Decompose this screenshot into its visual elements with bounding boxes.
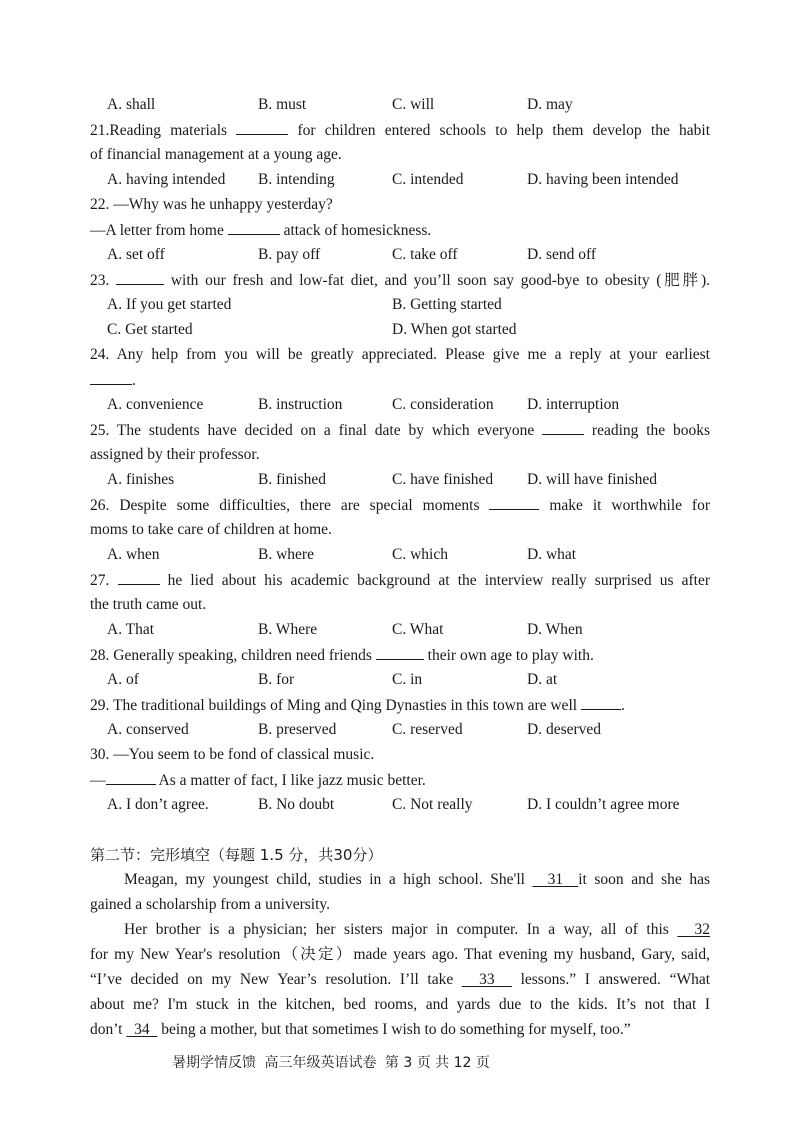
q22-option-a: A. set off (107, 246, 165, 263)
answer-blank (376, 645, 424, 660)
page-footer (172, 1052, 494, 1072)
q26-option-c: C. which (392, 546, 448, 563)
q30-option-a: A. I don’t agree. (107, 796, 209, 813)
q28-option-c: C. in (392, 671, 423, 688)
q29-option-a: A. conserved (107, 721, 189, 738)
answer-blank (542, 420, 584, 435)
q27-option-d: D. When (527, 621, 583, 638)
q20-option-c: C. will (392, 96, 435, 113)
q27-line-2: the truth came out. (90, 596, 207, 613)
q22-option-b: B. pay off (258, 246, 321, 263)
answer-blank (106, 770, 156, 785)
q28-option-d: D. at (527, 671, 558, 688)
q25-option-d: D. will have finished (527, 471, 658, 488)
cloze-p2-line-5: don’t 34 being a mother, but that sometimes I wish to do something for myself, too.” (90, 1021, 631, 1038)
q28-option-b: B. for (258, 671, 295, 688)
q24-line-2: . (90, 370, 136, 390)
q22-option-d: D. send off (527, 246, 597, 263)
cloze-p2-line-3: “I’ve decided on my New Year’s resolution. I’ll take 33 lessons.” I answered. “What (90, 971, 711, 988)
q21-line-1: 21.Reading materials for children entered schools to help them develop the habit (90, 122, 711, 139)
answer-blank (116, 270, 164, 285)
q24-option-c: C. consideration (392, 396, 494, 413)
q30-option-b: B. No doubt (258, 796, 335, 813)
footer-paper-name: 高三年级英语试卷 (264, 1055, 377, 1071)
answer-blank (118, 570, 160, 585)
q22-line-1: 22. —Why was he unhappy yesterday? (90, 196, 333, 213)
q20-option-b: B. must (258, 96, 307, 113)
answer-blank (228, 220, 280, 235)
q20-option-d: D. may (527, 96, 573, 113)
answer-blank (489, 495, 539, 510)
answer-blank (581, 695, 621, 710)
section-heading: 第二节：完形填空（每题 1.5 分，共30分） (90, 846, 383, 864)
q20-option-a: A. shall (107, 96, 156, 113)
cloze-blank-31: 31 (547, 871, 564, 888)
q23-option-a: A. If you get started (107, 296, 232, 313)
q30-line-1: 30. —You seem to be fond of classical music. (90, 746, 375, 763)
q26-option-d: D. what (527, 546, 577, 563)
cloze-p1-line-1: Meagan, my youngest child, studies in a high school. She'll 31 it soon and she has (124, 871, 711, 888)
footer-exam-name: 暑期学情反馈 (172, 1055, 256, 1071)
q21-option-d: D. having been intended (527, 171, 679, 188)
q29-option-c: C. reserved (392, 721, 463, 738)
q24-option-d: D. interruption (527, 396, 620, 413)
q26-line-1: 26. Despite some difficulties, there are special moments make it worthwhile for (90, 497, 711, 514)
q25-option-a: A. finishes (107, 471, 175, 488)
q29-option-d: D. deserved (527, 721, 602, 738)
q24-option-a: A. convenience (107, 396, 204, 413)
q25-option-c: C. have finished (392, 471, 494, 488)
q23-line-1: 23. with our fresh and low-fat diet, and you’ll soon say good-bye to obesity (肥胖). (90, 272, 710, 289)
q30-line-2: — As a matter of fact, I like jazz music better. (90, 772, 426, 789)
q29-line-1: 29. The traditional buildings of Ming and Qing Dynasties in this town are well . (90, 697, 625, 714)
q28-option-a: A. of (107, 671, 139, 688)
q21-option-c: C. intended (392, 171, 464, 188)
q30-option-c: C. Not really (392, 796, 473, 813)
q22-line-2: —A letter from home attack of homesickness. (90, 222, 432, 239)
q25-line-2: assigned by their professor. (90, 446, 260, 463)
cloze-p1-line-2: gained a scholarship from a university. (90, 896, 331, 913)
footer-page-number: 第 3 页 共 12 页 (384, 1055, 490, 1071)
q24-line-1: 24. Any help from you will be greatly appreciated. Please give me a reply at your earliest (90, 346, 710, 363)
cloze-blank-33: 33 (479, 971, 495, 988)
q21-line-2: of financial management at a young age. (90, 146, 342, 163)
cloze-p2-line-1: Her brother is a physician; her sisters major in computer. In a way, all of this 32 (124, 921, 711, 938)
q26-option-b: B. where (258, 546, 314, 563)
q26-option-a: A. when (107, 546, 160, 563)
q27-line-1: 27. he lied about his academic background at the interview really surprised us after (90, 572, 711, 589)
q23-option-d: D. When got started (392, 321, 517, 338)
q24-option-b: B. instruction (258, 396, 343, 413)
q27-option-a: A. That (107, 621, 155, 638)
q22-option-c: C. take off (392, 246, 458, 263)
answer-blank (236, 120, 288, 135)
q23-option-b: B. Getting started (392, 296, 502, 313)
q27-option-c: C. What (392, 621, 444, 638)
q23-option-c: C. Get started (107, 321, 193, 338)
q30-option-d: D. I couldn’t agree more (527, 796, 680, 813)
answer-blank (90, 370, 132, 385)
q28-line-1: 28. Generally speaking, children need friends their own age to play with. (90, 647, 594, 664)
q26-line-2: moms to take care of children at home. (90, 521, 332, 538)
cloze-blank-34: 34 (134, 1021, 150, 1038)
q25-line-1: 25. The students have decided on a final date by which everyone reading the books (90, 422, 711, 439)
cloze-blank-32: 32 (694, 921, 711, 938)
q29-option-b: B. preserved (258, 721, 337, 738)
q27-option-b: B. Where (258, 621, 318, 638)
q25-option-b: B. finished (258, 471, 327, 488)
q21-option-a: A. having intended (107, 171, 226, 188)
cloze-p2-line-4: about me? I'm stuck in the kitchen, bed rooms, and yards due to the kids. It’s not that I (90, 996, 710, 1013)
cloze-p2-line-2: for my New Year's resolution（决定）made years ago. That evening my husband, Gary, said, (90, 946, 710, 963)
q21-option-b: B. intending (258, 171, 335, 188)
